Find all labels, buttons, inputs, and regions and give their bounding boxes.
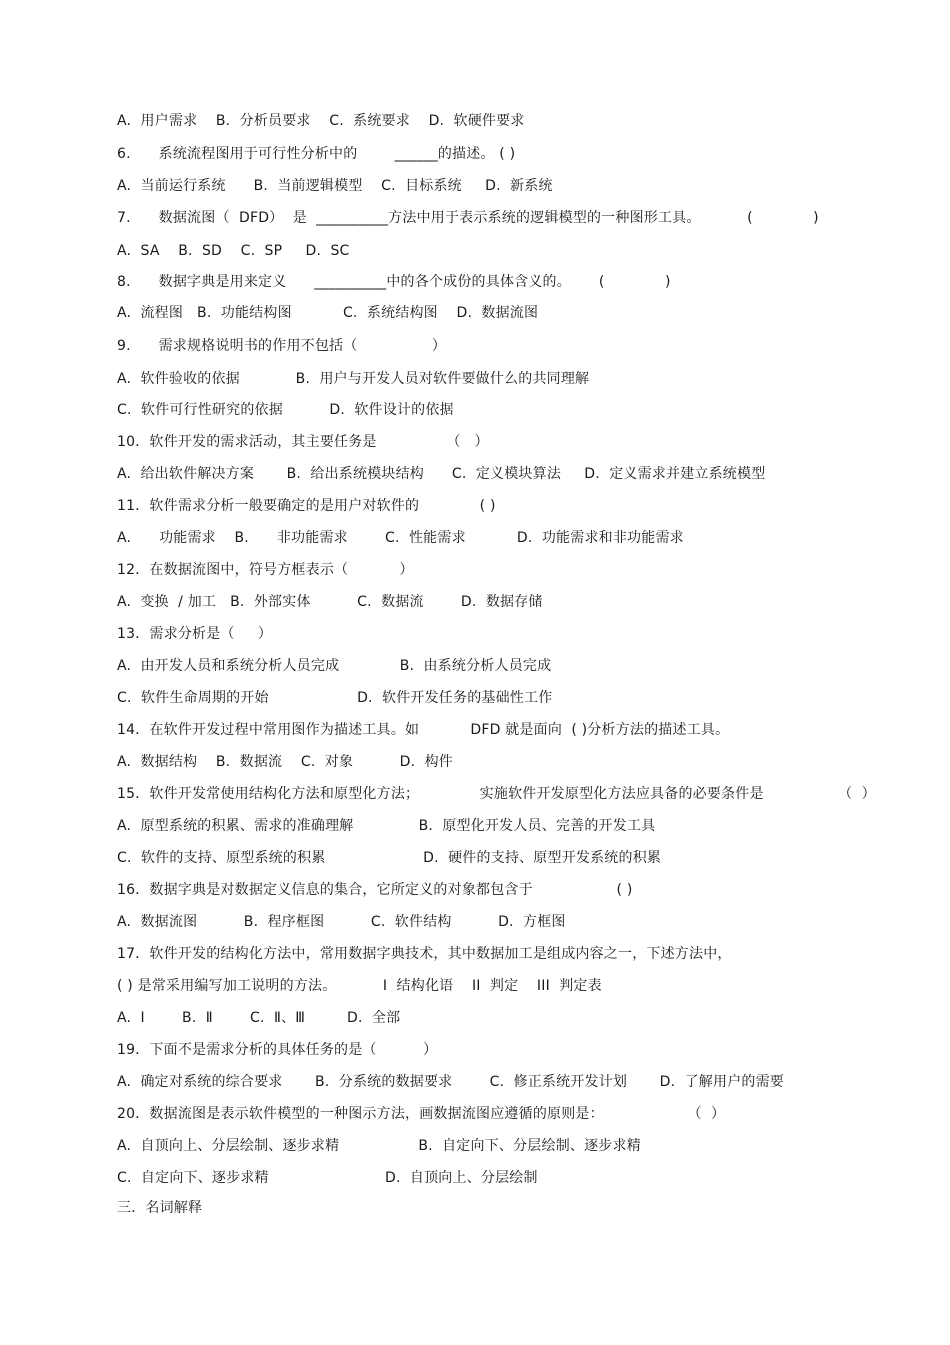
answer-options-line: A. SA B. SD C. SP D. SC: [117, 243, 350, 259]
question-line-17: 17．软件开发的结构化方法中，常用数据字典技术，其中数据加工是组成内容之一，下述方法中，: [117, 946, 732, 962]
question-line-9: 9. 需求规格说明书的作用不包括（ ）: [117, 338, 447, 354]
question-line-15: 15．软件开发常使用结构化方法和原型化方法； 实施软件开发原型化方法应具备的必要条件是 （ ）: [117, 786, 876, 802]
answer-options-line: C. 自定向下、逐步求精 D. 自顶向上、分层绘制: [117, 1170, 538, 1186]
question-line-16: 16．数据字典是对数据定义信息的集合，它所定义的对象都包含于 ( ): [117, 882, 633, 898]
answer-options-line: A. 原型系统的积累、需求的准确理解 B. 原型化开发人员、完善的开发工具: [117, 818, 656, 834]
answer-options-line: A. 用户需求 B. 分析员要求 C. 系统要求 D. 软硬件要求: [117, 113, 525, 129]
answer-options-line: A. 自顶向上、分层绘制、逐步求精 B. 自定向下、分层绘制、逐步求精: [117, 1138, 641, 1154]
question-line-14: 14．在软件开发过程中常用图作为描述工具。如 DFD 就是面向 ( )分析方法的描述工具。: [117, 722, 730, 738]
section-heading: 三．名词解释: [117, 1200, 203, 1216]
answer-options-line: C. 软件可行性研究的依据 D. 软件设计的依据: [117, 402, 454, 418]
question-line-19: 19．下面不是需求分析的具体任务的是（ ）: [117, 1042, 438, 1058]
question-line-11: 11．软件需求分析一般要确定的是用户对软件的 ( ): [117, 498, 496, 514]
answer-options-line: A. 软件验收的依据 B. 用户与开发人员对软件要做什么的共同理解: [117, 371, 590, 387]
answer-options-line: A. 数据流图 B. 程序框图 C. 软件结构 D. 方框图: [117, 914, 566, 930]
answer-options-line: A. 由开发人员和系统分析人员完成 B. 由系统分析人员完成: [117, 658, 552, 674]
question-line-13: 13．需求分析是（ ）: [117, 626, 273, 642]
answer-options-line: A. 给出软件解决方案 B. 给出系统模块结构 C. 定义模块算法 D. 定义需求并建立系统模型: [117, 466, 766, 482]
answer-options-line: A. 流程图 B. 功能结构图 C. 系统结构图 D. 数据流图: [117, 305, 539, 321]
answer-options-line: A. 确定对系统的综合要求 B. 分系统的数据要求 C. 修正系统开发计划 D. 了解用户的需要: [117, 1074, 784, 1090]
answer-options-line: C. 软件生命周期的开始 D. 软件开发任务的基础性工作: [117, 690, 553, 706]
question-line-6: 6. 系统流程图用于可行性分析中的 ______的描述。 ( ): [117, 146, 516, 162]
question-line-8: 8. 数据字典是用来定义 __________中的各个成份的具体含义的。 ( ): [117, 274, 671, 290]
question-line-20: 20．数据流图是表示软件模型的一种图示方法，画数据流图应遵循的原则是： （ ）: [117, 1106, 726, 1122]
answer-options-line: A. 数据结构 B. 数据流 C. 对象 D. 构件: [117, 754, 453, 770]
answer-options-line: A. 当前运行系统 B. 当前逻辑模型 C. 目标系统 D. 新系统: [117, 178, 553, 194]
question-line-12: 12．在数据流图中，符号方框表示（ ）: [117, 562, 414, 578]
answer-options-line: A. 功能需求 B. 非功能需求 C. 性能需求 D. 功能需求和非功能需求: [117, 530, 684, 546]
answer-options-line: C. 软件的支持、原型系统的积累 D. 硬件的支持、原型开发系统的积累: [117, 850, 662, 866]
question-line-17-continued: ( ) 是常采用编写加工说明的方法。 I 结构化语 II 判定 III 判定表: [117, 978, 602, 994]
question-line-10: 10．软件开发的需求活动，其主要任务是 （ ）: [117, 434, 489, 450]
question-line-7: 7. 数据流图（ DFD） 是 __________方法中用于表示系统的逻辑模型的一种图形工具。 ( ): [117, 210, 819, 226]
answer-options-line: A. 变换 / 加工 B. 外部实体 C. 数据流 D. 数据存储: [117, 594, 543, 610]
answer-options-line: A. Ⅰ B. Ⅱ C. Ⅱ、Ⅲ D. 全部: [117, 1010, 401, 1026]
